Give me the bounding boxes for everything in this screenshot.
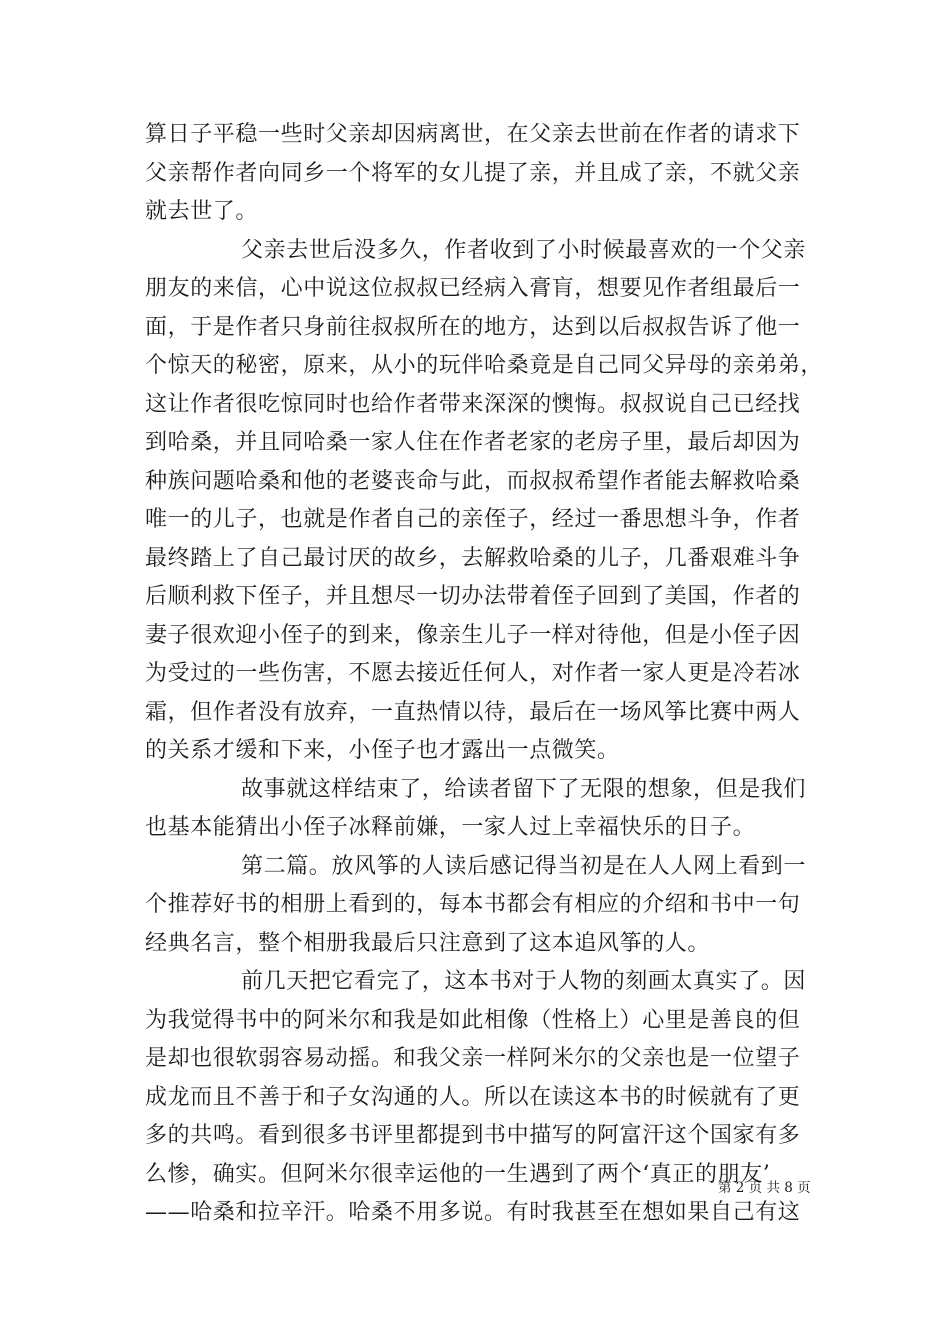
text-line: 后顺利救下侄子，并且想尽一切办法带着侄子回到了美国，作者的 [145, 584, 801, 609]
text-line: 个推荐好书的相册上看到的，每本书都会有相应的介绍和书中一句 [145, 892, 801, 917]
text-line: 最终踏上了自己最讨厌的故乡，去解救哈桑的儿子，几番艰难斗争 [145, 545, 801, 571]
page-number-footer: 第 2 页 共 8 页 [718, 1180, 811, 1196]
paragraph-start-line: 前几天把它看完了，这本书对于人物的刻画太真实了。因 [241, 969, 807, 994]
text-line: 是却也很软弱容易动摇。和我父亲一样阿米尔的父亲也是一位望子 [145, 1046, 801, 1071]
text-line: ——哈桑和拉辛汗。哈桑不用多说。有时我甚至在想如果自己有这 [145, 1200, 801, 1225]
text-line: 朋友的来信，心中说这位叔叔已经病入膏肓，想要见作者组最后一 [145, 276, 801, 301]
text-line: 为受过的一些伤害，不愿去接近任何人，对作者一家人更是冷若冰 [145, 661, 801, 686]
text-line: 个惊天的秘密，原来，从小的玩伴哈桑竟是自己同父异母的亲弟弟， [145, 353, 824, 378]
text-line: 就去世了。 [145, 199, 259, 224]
text-line: 算日子平稳一些时父亲却因病离世，在父亲去世前在作者的请求下 [145, 122, 801, 147]
paragraph-start-line: 第二篇。放风筝的人读后感记得当初是在人人网上看到一 [241, 853, 807, 879]
text-line: 到哈桑，并且同哈桑一家人住在作者老家的老房子里，最后却因为 [145, 430, 801, 455]
text-line: 多的共鸣。看到很多书评里都提到书中描写的阿富汗这个国家有多 [145, 1123, 801, 1148]
text-line: 面，于是作者只身前往叔叔所在的地方，达到以后叔叔告诉了他一 [145, 314, 801, 340]
text-line: 这让作者很吃惊同时也给作者带来深深的懊悔。叔叔说自己已经找 [145, 391, 801, 417]
text-line: 唯一的儿子，也就是作者自己的亲侄子，经过一番思想斗争，作者 [145, 507, 801, 532]
text-line: 妻子很欢迎小侄子的到来，像亲生儿子一样对待他，但是小侄子因 [145, 622, 801, 648]
text-line: 经典名言，整个相册我最后只注意到了这本追风筝的人。 [145, 930, 711, 956]
paragraph-start-line: 故事就这样结束了，给读者留下了无限的想象，但是我们 [241, 776, 807, 802]
text-line: 种族问题哈桑和他的老婆丧命与此，而叔叔希望作者能去解救哈桑 [145, 468, 801, 494]
text-line: 也基本能猜出小侄子冰释前嫌，一家人过上幸福快乐的日子。 [145, 815, 756, 840]
text-line: 么惨，确实。但阿米尔很幸运他的一生遇到了两个‘真正的朋友’ [145, 1161, 771, 1187]
paragraph-start-line: 父亲去世后没多久，作者收到了小时候最喜欢的一个父亲 [241, 237, 807, 263]
text-line: 为我觉得书中的阿米尔和我是如此相像（性格上）心里是善良的但 [145, 1007, 801, 1033]
text-line: 父亲帮作者向同乡一个将军的女儿提了亲，并且成了亲，不就父亲 [145, 160, 801, 186]
text-line: 霜，但作者没有放弃，一直热情以待，最后在一场风筝比赛中两人 [145, 699, 801, 725]
body-text [145, 116, 824, 1233]
text-line: 的关系才缓和下来，小侄子也才露出一点微笑。 [145, 738, 620, 763]
text-line: 成龙而且不善于和子女沟通的人。所以在读这本书的时候就有了更 [145, 1084, 801, 1110]
